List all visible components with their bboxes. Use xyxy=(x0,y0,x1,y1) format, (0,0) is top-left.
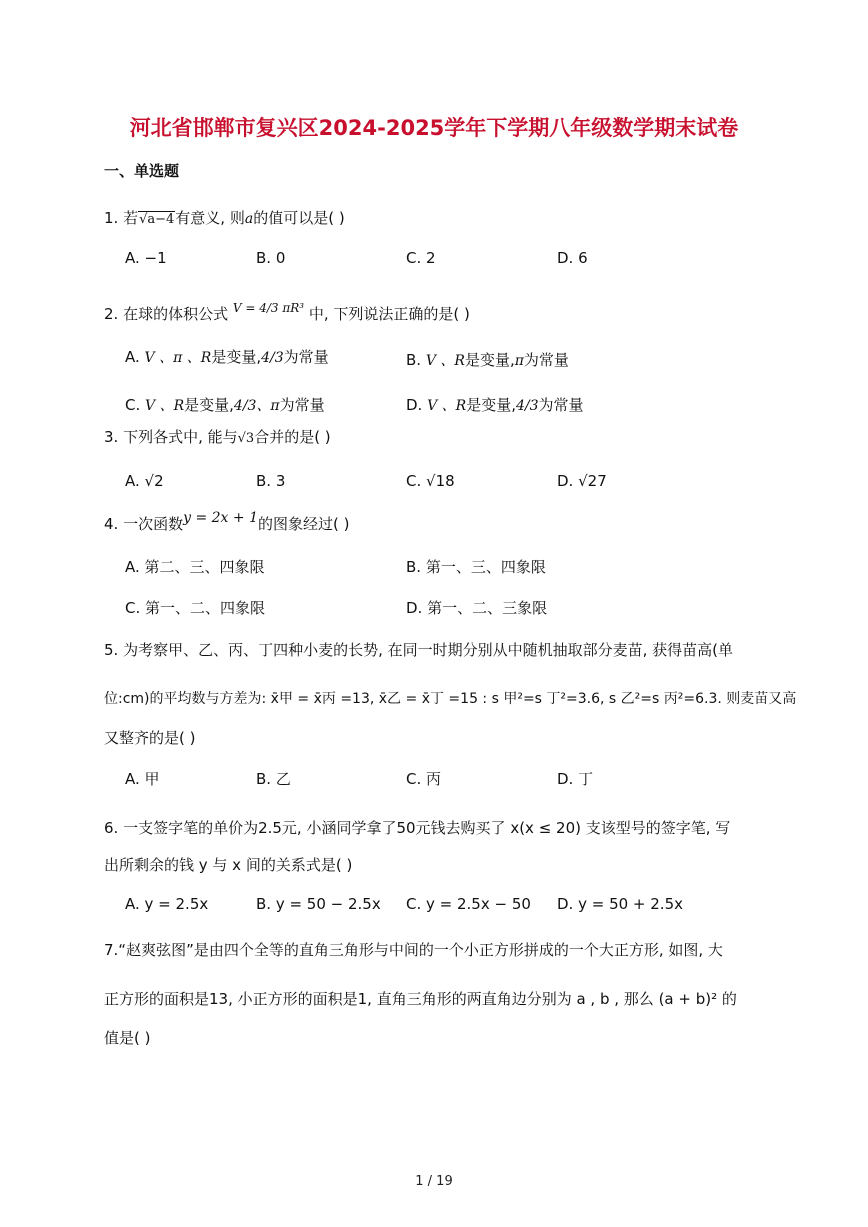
page-number: 1 / 19 xyxy=(415,1174,453,1189)
question-7-line1: 7.“赵爽弦图”是由四个全等的直角三角形与中间的一个小正方形拼成的一个大正方形, 如图, 大 xyxy=(104,941,723,959)
question-3: 3. 下列各式中, 能与√3合并的是( ) xyxy=(104,428,331,446)
document-title: 河北省邯郸市复兴区2024-2025学年下学期八年级数学期末试卷 xyxy=(129,116,739,140)
q2-option-c: C. V 、R是变量,4/3、π为常量 xyxy=(125,396,325,414)
q5-option-c: C. 丙 xyxy=(406,770,442,788)
q2-formula: V = 4/3 πR³ xyxy=(232,301,305,315)
q6-option-d: D. y = 50 + 2.5x xyxy=(557,895,683,913)
q2-option-d: D. V 、R是变量,4/3为常量 xyxy=(406,396,584,414)
question-2: 2. 在球的体积公式 $^{V = 4/3 \pi R^3}$ 中, 下列说法正确的是( ) xyxy=(104,301,470,323)
question-6-line1: 6. 一支签字笔的单价为2.5元, 小涵同学拿了50元钱去购买了 x(x ≤ 20) 支该型号的签字笔, 写 xyxy=(104,819,731,837)
question-5-line2: 位:cm)的平均数与方差为: x̄甲 = x̄丙 =13, x̄乙 = x̄丁 =15 : s 甲²=s 丁²=3.6, s 乙²=s 丙²=6.3. 则麦苗又高 xyxy=(104,691,797,707)
q1-option-a: A. −1 xyxy=(125,249,167,267)
q4-option-a: A. 第二、三、四象限 xyxy=(125,558,265,576)
q3-option-d: D. √27 xyxy=(557,472,607,490)
question-1: 1. 若√a−4有意义, 则a的值可以是( ) xyxy=(104,209,345,227)
q5-option-d: D. 丁 xyxy=(557,770,594,788)
q3-radical: √3 xyxy=(237,431,255,446)
question-5-line1: 5. 为考察甲、乙、丙、丁四种小麦的长势, 在同一时期分别从中随机抽取部分麦苗, 获得苗高(单 xyxy=(104,641,734,659)
q6-option-c: C. y = 2.5x − 50 xyxy=(406,895,531,913)
q6-option-a: A. y = 2.5x xyxy=(125,895,209,913)
q1-option-b: B. 0 xyxy=(256,249,286,267)
section-heading: 一、单选题 xyxy=(104,162,180,180)
q1-text: 1. 若 xyxy=(104,209,139,227)
q5-option-b: B. 乙 xyxy=(256,770,291,788)
q6-option-b: B. y = 50 − 2.5x xyxy=(256,895,381,913)
question-7-line3: 值是( ) xyxy=(104,1029,151,1047)
question-4: 4. 一次函数y = 2x + 1的图象经过( ) xyxy=(104,510,350,533)
q1-radical: √a−4 xyxy=(139,212,175,227)
question-7-line2: 正方形的面积是13, 小正方形的面积是1, 直角三角形的两直角边分别为 a , b , 那么 (a + b)² 的 xyxy=(104,990,737,1008)
q4-option-b: B. 第一、三、四象限 xyxy=(406,558,546,576)
q3-option-c: C. √18 xyxy=(406,472,455,490)
q5-option-a: A. 甲 xyxy=(125,770,160,788)
q2-option-b: B. V 、R是变量,π为常量 xyxy=(406,351,569,369)
q2-option-a: A. V 、π 、R是变量,4/3为常量 xyxy=(125,348,329,366)
q1-option-d: D. 6 xyxy=(557,249,588,267)
q4-option-d: D. 第一、二、三象限 xyxy=(406,599,548,617)
q3-option-b: B. 3 xyxy=(256,472,286,490)
q3-option-a: A. √2 xyxy=(125,472,164,490)
question-6-line2: 出所剩余的钱 y 与 x 间的关系式是( ) xyxy=(104,856,353,874)
q1-option-c: C. 2 xyxy=(406,249,436,267)
question-5-line3: 又整齐的是( ) xyxy=(104,729,196,747)
q4-function: y = 2x + 1 xyxy=(183,510,258,526)
q4-option-c: C. 第一、二、四象限 xyxy=(125,599,266,617)
